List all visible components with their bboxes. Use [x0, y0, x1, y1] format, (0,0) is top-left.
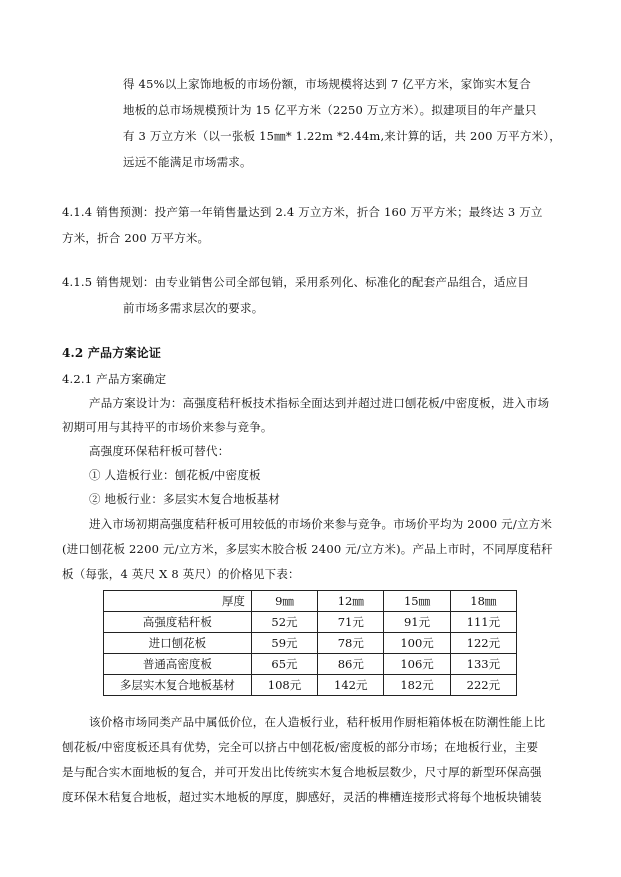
table-cell: 65元 [251, 654, 317, 675]
section-4-1-4: 4.1.4 销售预测：投产第一年销售量达到 2.4 万立方米，折合 160 万平方米；最终达 3 万立 [62, 205, 543, 219]
table-row [104, 633, 517, 654]
paragraph-line: 是与配合实木面地板的复合，并可开发出比传统实木复合地板层数少，尺寸厚的新型环保高强 [62, 765, 542, 779]
table-cell: 111元 [450, 612, 516, 633]
paragraph-line: 地板的总市场规模预计为 15 亿平方米（2250 万立方米）。拟建项目的年产量只 [123, 103, 537, 117]
table-row [104, 675, 517, 696]
paragraph-line: 初期可用与其持平的市场价来参与竞争。 [62, 420, 273, 434]
paragraph-line: 得 45%以上家饰地板的市场份额，市场规模将达到 7 亿平方米，家饰实木复合 [123, 77, 531, 91]
paragraph-line: 远远不能满足市场需求。 [123, 155, 252, 169]
table-cell: 91元 [384, 612, 450, 633]
table-header-cell: 12㎜ [318, 591, 384, 612]
table-header-cell: 15㎜ [384, 591, 450, 612]
paragraph-line: 方米，折合 200 万平方米。 [62, 231, 210, 245]
section-heading-4-2-1: 4.2.1 产品方案确定 [62, 372, 167, 386]
paragraph-line: 度环保木秸复合地板，超过实木地板的厚度，脚感好，灵活的榫槽连接形式将每个地板块铺装 [62, 790, 542, 804]
paragraph-line: 进入市场初期高强度秸秆板可用较低的市场价来参与竞争。市场价平均为 2000 元/立方米 [89, 517, 553, 531]
table-header-cell: 18㎜ [450, 591, 516, 612]
paragraph-line: 前市场多需求层次的要求。 [123, 301, 264, 315]
table-header-row [104, 591, 517, 612]
table-cell: 多层实木复合地板基材 [104, 675, 252, 696]
table-cell: 108元 [251, 675, 317, 696]
table-cell: 进口刨花板 [104, 633, 252, 654]
paragraph-line: 该价格市场同类产品中属低价位，在人造板行业，秸秆板用作厨柜箱体板在防潮性能上比 [89, 715, 546, 729]
paragraph-line: (进口刨花板 2200 元/立方米，多层实木胶合板 2400 元/立方米)。产品上市时，不同厚度秸秆 [62, 542, 553, 556]
table-row [104, 612, 517, 633]
paragraph-line: 产品方案设计为：高强度秸秆板技术指标全面达到并超过进口刨花板/中密度板，进入市场 [89, 396, 550, 410]
table-cell: 普通高密度板 [104, 654, 252, 675]
table-cell: 71元 [318, 612, 384, 633]
paragraph-line: 高强度环保秸秆板可替代： [89, 444, 230, 458]
table-cell: 78元 [318, 633, 384, 654]
table-cell: 52元 [251, 612, 317, 633]
paragraph-line: 有 3 万立方米（以一张板 15㎜* 1.22m *2.44m,来计算的话，共 200 万平方米）， [123, 129, 561, 143]
table-header-cell: 9㎜ [251, 591, 317, 612]
paragraph-line: 刨花板/中密度板还具有优势，完全可以挤占中刨花板/密度板的部分市场；在地板行业，主要 [62, 740, 539, 754]
section-heading-4-2: 4.2 产品方案论证 [62, 346, 162, 360]
table-cell: 高强度秸秆板 [104, 612, 252, 633]
table-cell: 122元 [450, 633, 516, 654]
price-table [103, 590, 517, 696]
section-4-1-5: 4.1.5 销售规划：由专业销售公司全部包销，采用系列化、标准化的配套产品组合，适应目 [62, 275, 530, 289]
list-item: ① 人造板行业：刨花板/中密度板 [89, 468, 261, 482]
table-cell: 100元 [384, 633, 450, 654]
table-cell: 182元 [384, 675, 450, 696]
table-cell: 142元 [318, 675, 384, 696]
table-row [104, 654, 517, 675]
table-cell: 106元 [384, 654, 450, 675]
table-cell: 59元 [251, 633, 317, 654]
table-header-cell: 厚度 [104, 591, 252, 612]
table-cell: 133元 [450, 654, 516, 675]
paragraph-line: 板（每张，4 英尺 X 8 英尺）的价格见下表： [62, 567, 300, 581]
table-cell: 222元 [450, 675, 516, 696]
list-item: ② 地板行业：多层实木复合地板基材 [89, 492, 281, 506]
table-cell: 86元 [318, 654, 384, 675]
